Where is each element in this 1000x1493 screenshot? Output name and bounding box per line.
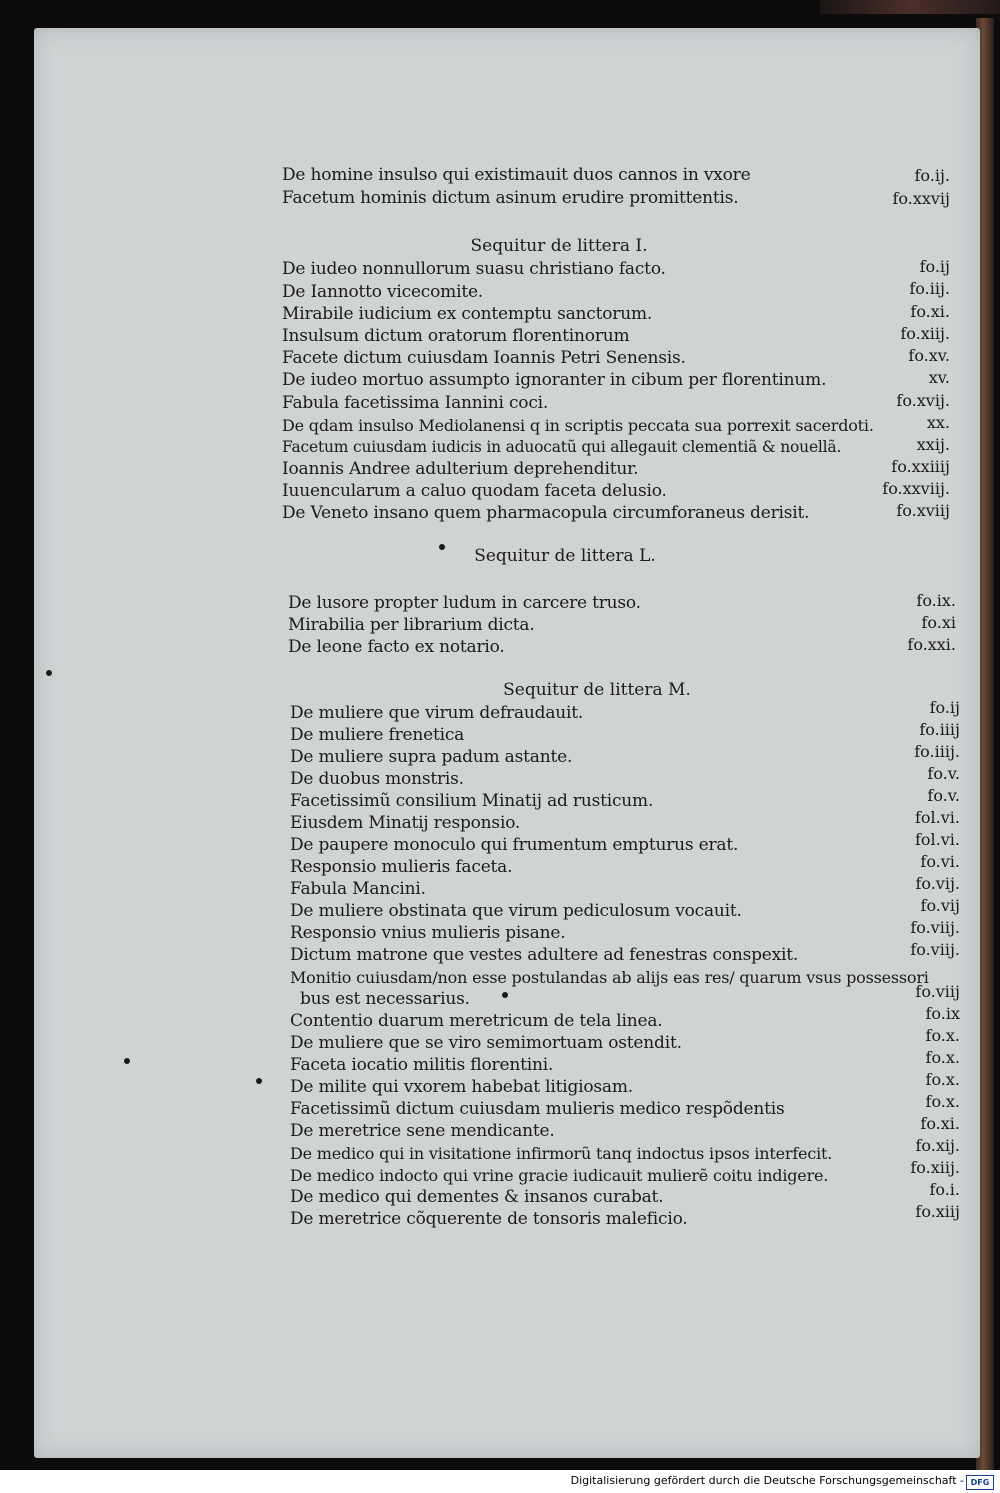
index-entry: De Veneto insano quem pharmacopula circumforaneus derisit.: [282, 503, 810, 523]
index-entry-continuation: bus est necessarius.: [300, 989, 470, 1009]
folio-number: fo.iiij: [919, 720, 960, 739]
ink-speck: [46, 670, 52, 676]
ink-speck: [124, 1058, 130, 1064]
folio-number: fo.iiij.: [914, 742, 960, 761]
folio-number: fo.vi.: [920, 852, 960, 871]
folio-number: fo.viij: [915, 982, 960, 1001]
folio-number: fo.xi: [921, 613, 956, 632]
folio-number: fo.xxiiij: [891, 457, 950, 476]
index-entry: De muliere que virum defraudauit.: [290, 703, 584, 723]
folio-number: fo.xi.: [910, 302, 950, 321]
folio-number: fo.xv.: [908, 346, 950, 365]
index-entry: De muliere frenetica: [290, 725, 465, 745]
ink-speck: [256, 1078, 262, 1084]
folio-number: fo.ix.: [916, 591, 956, 610]
folio-number: xx.: [926, 413, 950, 432]
index-entry: De meretrice cõquerente de tonsoris maleficio.: [290, 1209, 688, 1229]
folio-number: fo.vij.: [915, 874, 960, 893]
index-entry: Facetum hominis dictum asinum erudire promittentis.: [282, 188, 739, 208]
index-entry: De muliere que se viro semimortuam ostendit.: [290, 1033, 682, 1053]
index-entry: De Iannotto vicecomite.: [282, 282, 484, 302]
folio-number: fo.xij.: [915, 1136, 960, 1155]
folio-number: fo.xi.: [920, 1114, 960, 1133]
book-page: [34, 28, 980, 1458]
index-entry: Insulsum dictum oratorum florentinorum: [282, 326, 630, 346]
index-entry: Facetissimũ dictum cuiusdam mulieris medico respõdentis: [290, 1099, 785, 1119]
index-entry: De medico indocto qui vrine gracie iudicauit mulierẽ coitu indigere.: [290, 1166, 829, 1185]
folio-number: fo.xvij.: [896, 391, 950, 410]
index-entry: Eiusdem Minatij responsio.: [290, 813, 521, 833]
index-entry: De lusore propter ludum in carcere truso.: [288, 593, 641, 613]
index-entry: Facetissimũ consilium Minatij ad rusticum.: [290, 791, 654, 811]
book-edge-top: [820, 0, 1000, 14]
folio-number: fo.xiij.: [910, 1158, 960, 1177]
folio-number: fo.x.: [925, 1026, 960, 1045]
index-entry: De medico qui in visitatione infirmorũ tanq indoctus ipsos interfecit.: [290, 1144, 833, 1163]
index-entry: Responsio vnius mulieris pisane.: [290, 923, 566, 943]
index-entry: Responsio mulieris faceta.: [290, 857, 513, 877]
funding-credit: Digitalisierung gefördert durch die Deutsche Forschungsgemeinschaft -: [570, 1474, 964, 1487]
folio-number: fo.x.: [925, 1092, 960, 1111]
folio-number: fo.xiij: [915, 1202, 960, 1221]
index-entry: Dictum matrone que vestes adultere ad fenestras conspexit.: [290, 945, 799, 965]
folio-number: fo.ij: [919, 257, 950, 276]
folio-number: fo.v.: [927, 764, 960, 783]
section-heading-i: Sequitur de littera I.: [470, 236, 648, 256]
folio-number: fo.xxviij.: [882, 479, 950, 498]
index-entry: De medico qui dementes & insanos curabat.: [290, 1187, 664, 1207]
index-entry: De qdam insulso Mediolanensi q in scriptis peccata sua porrexit sacerdoti.: [282, 416, 874, 435]
folio-number: xv.: [928, 368, 950, 387]
folio-number: fo.ij.: [914, 166, 950, 185]
folio-number: fo.xxi.: [907, 635, 956, 654]
folio-number: xxij.: [916, 435, 950, 454]
folio-number: fol.vi.: [915, 830, 960, 849]
folio-number: fo.x.: [925, 1048, 960, 1067]
index-entry: Fabula facetissima Iannini coci.: [282, 393, 549, 413]
folio-number: fo.x.: [925, 1070, 960, 1089]
folio-number: fo.ij: [929, 698, 960, 717]
folio-number: fo.viij.: [910, 918, 960, 937]
folio-number: fo.ix: [925, 1004, 960, 1023]
dfg-logo-icon: DFG: [966, 1475, 994, 1490]
digitization-footer: [0, 1470, 1000, 1493]
index-entry: De leone facto ex notario.: [288, 637, 505, 657]
folio-number: fol.vi.: [915, 808, 960, 827]
folio-number: fo.xiij.: [900, 324, 950, 343]
folio-number: fo.iij.: [909, 279, 950, 298]
section-heading-m: Sequitur de littera M.: [503, 680, 691, 700]
index-entry: Mirabilia per librarium dicta.: [288, 615, 535, 635]
section-heading-l: Sequitur de littera L.: [474, 546, 656, 566]
index-entry: Mirabile iudicium ex contemptu sanctorum.: [282, 304, 653, 324]
folio-number: fo.vij: [920, 896, 960, 915]
index-entry: De iudeo mortuo assumpto ignoranter in cibum per florentinum.: [282, 370, 827, 390]
index-entry: Monitio cuiusdam/non esse postulandas ab alijs eas res/ quarum vsus possessori: [290, 968, 929, 987]
index-entry: Iuuencularum a caluo quodam faceta delusio.: [282, 481, 667, 501]
index-entry: De muliere supra padum astante.: [290, 747, 573, 767]
index-entry: De duobus monstris.: [290, 769, 464, 789]
index-entry: Contentio duarum meretricum de tela linea.: [290, 1011, 663, 1031]
index-entry: Faceta iocatio militis florentini.: [290, 1055, 554, 1075]
index-entry: Fabula Mancini.: [290, 879, 426, 899]
index-entry: De homine insulso qui existimauit duos cannos in vxore: [282, 165, 751, 185]
index-entry: De paupere monoculo qui frumentum empturus erat.: [290, 835, 739, 855]
index-entry: Facetum cuiusdam iudicis in aduocatũ qui allegauit clementiã & nouellã.: [282, 438, 842, 456]
index-entry: De iudeo nonnullorum suasu christiano facto.: [282, 259, 666, 279]
index-entry: Facete dictum cuiusdam Ioannis Petri Senensis.: [282, 348, 686, 368]
folio-number: fo.i.: [929, 1180, 960, 1199]
folio-number: fo.xviij: [896, 501, 950, 520]
folio-number: fo.v.: [927, 786, 960, 805]
folio-number: fo.xxvij: [892, 189, 950, 208]
index-text: [34, 28, 980, 1458]
index-entry: Ioannis Andree adulterium deprehenditur.: [282, 459, 639, 479]
index-entry: De meretrice sene mendicante.: [290, 1121, 555, 1141]
index-entry: De muliere obstinata que virum pediculosum vocauit.: [290, 901, 742, 921]
ink-speck: [502, 992, 508, 998]
folio-number: fo.viij.: [910, 940, 960, 959]
index-entry: De milite qui vxorem habebat litigiosam.: [290, 1077, 633, 1097]
